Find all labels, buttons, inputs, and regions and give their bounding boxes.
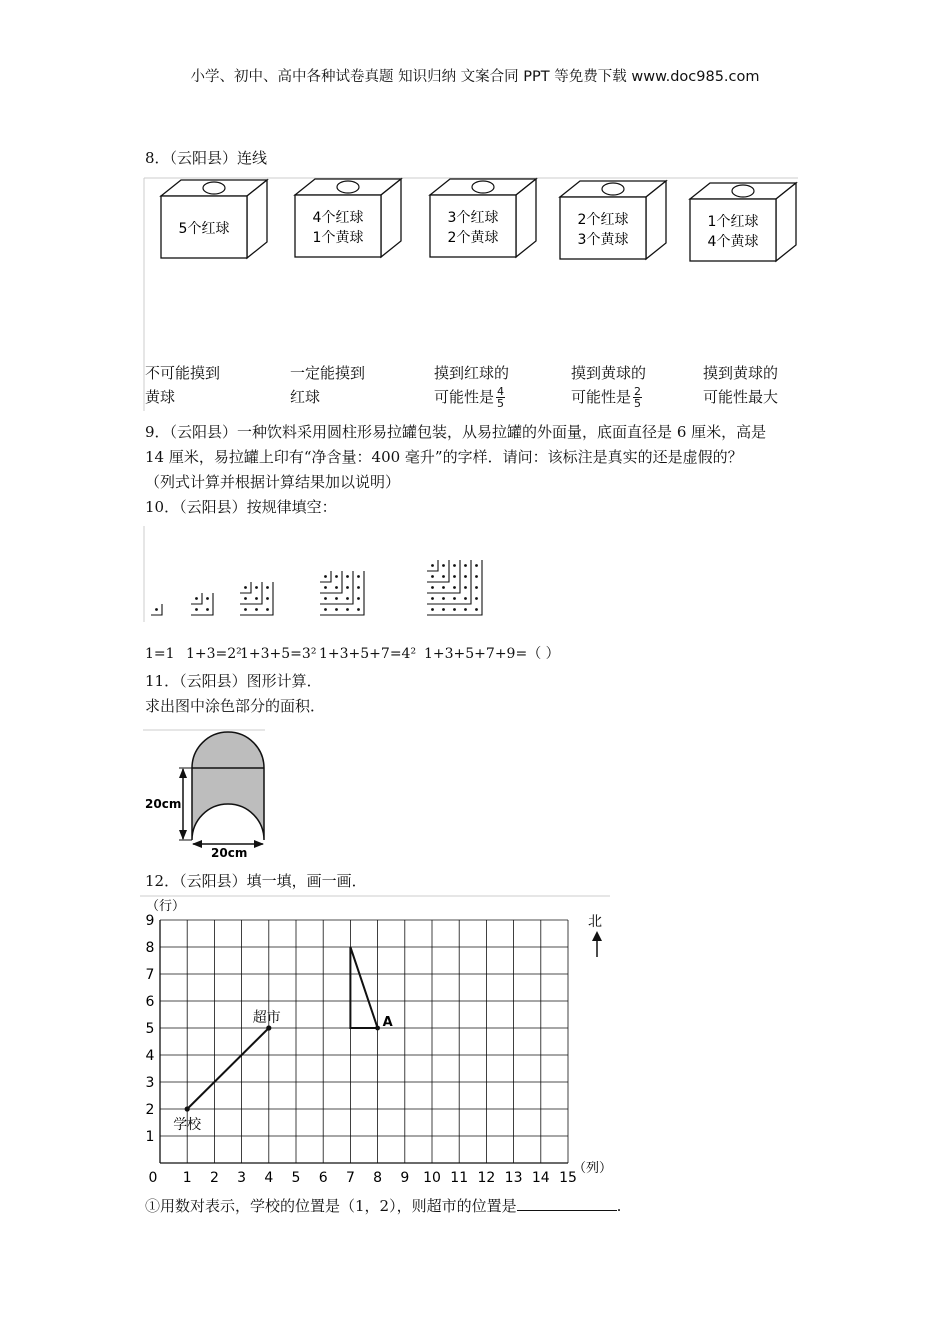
q12-answer-blank[interactable] <box>517 1194 617 1211</box>
dot <box>324 597 327 600</box>
dot <box>475 575 478 578</box>
q10-title: 10．（云阳县）按规律填空： <box>145 498 337 516</box>
dot <box>357 575 360 578</box>
q11-shaded-figure <box>143 728 268 863</box>
dot <box>453 608 456 611</box>
dot <box>431 608 434 611</box>
x-tick-label: 10 <box>423 1170 441 1186</box>
y-tick-label: 4 <box>145 1048 155 1064</box>
outcome-label-line2: 可能性最大 <box>703 388 779 406</box>
y-tick-label: 8 <box>145 940 155 956</box>
q12-question <box>145 1194 621 1217</box>
dot <box>453 597 456 600</box>
y-tick-label: 7 <box>145 967 155 983</box>
y-tick-label: 6 <box>145 994 155 1010</box>
q11-subtitle: 求出图中涂色部分的面积． <box>145 697 326 715</box>
point-a <box>375 1026 380 1031</box>
q12-y-axis-label: （行） <box>146 899 186 914</box>
dot <box>266 586 269 589</box>
dot-square-2 <box>191 593 213 615</box>
dot <box>255 586 258 589</box>
dot <box>335 597 338 600</box>
q12-question-end: . <box>616 1197 622 1215</box>
q12-north-arrowhead <box>592 931 602 941</box>
page-header: 小学、初中、高中各种试卷真题 知识归纳 文案合同 PPT 等免费下载 www.doc985.com <box>190 69 760 85</box>
dot <box>255 597 258 600</box>
dot <box>464 564 467 567</box>
dot <box>453 564 456 567</box>
q12-north-label: 北 <box>588 914 602 930</box>
box-slot-opening <box>732 185 754 197</box>
outcome-label-line1: 一定能摸到 <box>290 364 366 382</box>
dot <box>464 575 467 578</box>
box-2-line2: 1个黄球 <box>312 230 364 246</box>
dot <box>442 564 445 567</box>
box-5-line2: 4个黄球 <box>707 234 759 250</box>
q11-height-label: 20cm <box>145 797 182 811</box>
dot <box>155 608 158 611</box>
x-tick-label: 8 <box>373 1170 383 1186</box>
x-tick-label: 5 <box>291 1170 301 1186</box>
x-tick-label: 2 <box>209 1170 219 1186</box>
dot <box>442 575 445 578</box>
q12-title: 12．（云阳县）填一填，画一画． <box>145 872 367 890</box>
y-tick-label: 5 <box>145 1021 155 1037</box>
outcome-label-line1: 摸到红球的 <box>434 364 510 382</box>
dot <box>206 597 209 600</box>
dot <box>453 575 456 578</box>
x-tick-label: 14 <box>531 1170 550 1186</box>
ball-box-5 <box>690 183 796 261</box>
dot <box>346 597 349 600</box>
q10-eq-4: 1+3+5+7=4² <box>319 646 417 662</box>
dot <box>206 608 209 611</box>
dot <box>357 586 360 589</box>
dot <box>324 586 327 589</box>
x-tick-label: 4 <box>264 1170 274 1186</box>
y-tick-label: 3 <box>145 1075 155 1091</box>
box-4-line1: 2个红球 <box>577 212 629 228</box>
q12-question-text: ①用数对表示，学校的位置是（1，2），则超市的位置是 <box>145 1197 517 1215</box>
dot <box>475 564 478 567</box>
probability-fraction: $\frac{2}{5}$ <box>634 385 642 410</box>
q10-eq-2: 1+3=2² <box>186 646 242 662</box>
box-slot-opening <box>203 182 225 194</box>
q12-x-axis-label: （列） <box>573 1161 613 1176</box>
y-tick-label: 2 <box>145 1102 155 1118</box>
dot <box>475 608 478 611</box>
school-label: 学校 <box>173 1117 202 1133</box>
x-tick-label: 15 <box>559 1170 577 1186</box>
dot <box>266 597 269 600</box>
x-tick-label: 7 <box>345 1170 355 1186</box>
dot-square-5 <box>427 560 482 615</box>
ball-box-1 <box>161 180 267 258</box>
outcome-label-line2: 可能性是 $\frac{2}{5}$ <box>571 385 642 410</box>
outcome-label-line2: 可能性是 $\frac{4}{5}$ <box>434 385 505 410</box>
dot <box>453 586 456 589</box>
q10-dot-figure <box>143 524 543 624</box>
dot <box>195 597 198 600</box>
q10-eq-5: 1+3+5+7+9=（ ） <box>424 646 560 662</box>
dot <box>442 586 445 589</box>
q12-grid-figure <box>140 895 615 1190</box>
dot <box>357 608 360 611</box>
dot <box>475 586 478 589</box>
q10-eq-1: 1=1 <box>145 646 175 662</box>
x-tick-label: 1 <box>182 1170 192 1186</box>
dot <box>431 597 434 600</box>
dot <box>464 586 467 589</box>
dot <box>244 586 247 589</box>
x-tick-label: 6 <box>318 1170 328 1186</box>
dot-square-1 <box>151 604 162 615</box>
probability-fraction: $\frac{4}{5}$ <box>497 385 505 410</box>
box-3-line1: 3个红球 <box>447 210 499 226</box>
box-3-line2: 2个黄球 <box>447 230 499 246</box>
q11-width-label: 20cm <box>211 846 248 860</box>
dot <box>431 564 434 567</box>
box-1-line1: 5个红球 <box>178 221 230 237</box>
box-2-line1: 4个红球 <box>312 210 364 226</box>
school-point <box>185 1106 190 1111</box>
y-tick-label: 1 <box>145 1129 155 1145</box>
box-slot-opening <box>602 183 624 195</box>
x-tick-label: 3 <box>237 1170 247 1186</box>
dot <box>431 575 434 578</box>
q11-title: 11．（云阳县）图形计算． <box>145 672 322 690</box>
ball-box-4 <box>560 181 666 259</box>
dot <box>346 575 349 578</box>
dot <box>255 608 258 611</box>
outcome-label-line1: 摸到黄球的 <box>703 364 779 382</box>
dot <box>244 597 247 600</box>
dot <box>195 608 198 611</box>
outcome-label-5 <box>703 362 778 408</box>
dot <box>346 586 349 589</box>
q9-line3: （列式计算并根据计算结果加以说明） <box>145 473 401 491</box>
dot <box>266 608 269 611</box>
outcome-label-4 <box>571 362 646 409</box>
dot-square-4 <box>320 571 364 615</box>
point-a-label: A <box>382 1015 393 1030</box>
q9-line1: 9．（云阳县）一种饮料采用圆柱形易拉罐包装，从易拉罐的外面量，底面直径是 6 厘米，高是 <box>145 423 767 441</box>
dot <box>324 608 327 611</box>
dot <box>324 575 327 578</box>
dot <box>335 608 338 611</box>
dot <box>442 608 445 611</box>
dot-square-3 <box>240 582 273 615</box>
x-tick-label: 0 <box>148 1170 158 1186</box>
dot <box>475 597 478 600</box>
outcome-label-2 <box>290 362 365 408</box>
box-4-line2: 3个黄球 <box>577 232 629 248</box>
ball-box-3 <box>430 179 536 257</box>
dot <box>335 575 338 578</box>
x-tick-label: 9 <box>400 1170 410 1186</box>
dot <box>431 586 434 589</box>
box-slot-opening <box>337 181 359 193</box>
dot <box>442 597 445 600</box>
dot <box>357 597 360 600</box>
q9-line2: 14 厘米，易拉罐上印有“净含量：400 毫升”的字样．请问：该标注是真实的还是虚假的？ <box>145 448 743 466</box>
dot <box>244 608 247 611</box>
dot <box>464 608 467 611</box>
triangle-shape <box>350 947 377 1028</box>
y-tick-label: 9 <box>145 913 155 929</box>
outcome-label-1 <box>145 362 220 408</box>
x-tick-label: 12 <box>477 1170 496 1186</box>
dot <box>464 597 467 600</box>
ball-box-2 <box>295 179 401 257</box>
dot <box>346 608 349 611</box>
school-market-line <box>187 1028 269 1109</box>
dot <box>335 586 338 589</box>
x-tick-label: 11 <box>450 1170 469 1186</box>
outcome-label-line1: 不可能摸到 <box>145 364 221 382</box>
x-tick-label: 13 <box>504 1170 523 1186</box>
box-slot-opening <box>472 181 494 193</box>
outcome-label-line2: 黄球 <box>145 388 176 406</box>
q11-shaded-region <box>192 732 264 840</box>
outcome-label-line2: 红球 <box>290 388 321 406</box>
q8-title: 8．（云阳县）连线 <box>145 149 268 167</box>
box-5-line1: 1个红球 <box>707 214 759 230</box>
outcome-label-3 <box>434 362 509 409</box>
q10-eq-3: 1+3+5=3² <box>240 646 317 662</box>
market-point <box>266 1025 271 1030</box>
market-label: 超市 <box>252 1010 281 1026</box>
outcome-label-line1: 摸到黄球的 <box>571 364 647 382</box>
